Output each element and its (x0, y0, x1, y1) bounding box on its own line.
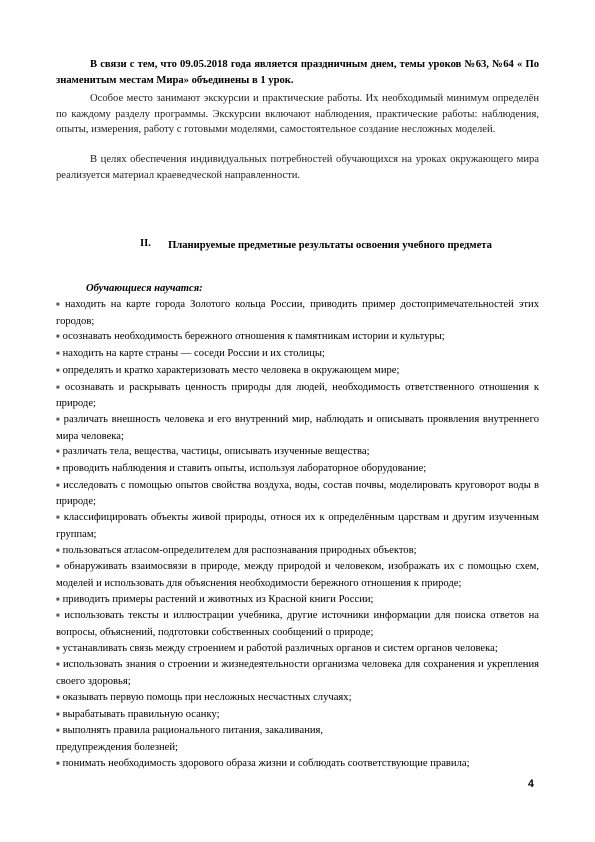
bullet-icon: ■ (56, 351, 60, 358)
section-number: II. (140, 238, 151, 249)
page-number: 4 (528, 778, 534, 790)
list-item (56, 641, 539, 658)
list-item-text: оказывать первую помощь при несложных несчастных случаях; (62, 691, 352, 703)
bullet-icon: ■ (56, 711, 60, 718)
list-item (56, 707, 539, 724)
list-item-text: использовать знания о строении и жизнедеятельности организма человека для сохранения и укрепления своего здоровья; (56, 659, 540, 688)
list-item (56, 412, 539, 444)
list-item (56, 690, 539, 707)
list-item (56, 478, 539, 510)
list-item (56, 510, 539, 542)
bullet-icon: ■ (56, 334, 60, 341)
bullet-icon: ■ (56, 662, 61, 669)
list-item (56, 363, 539, 380)
bullet-icon: ■ (56, 416, 61, 423)
list-item-text: исследовать с помощью опытов свойства воздуха, воды, состав почвы, моделировать круговорот воды в природе; (56, 479, 539, 508)
bullet-icon: ■ (56, 564, 62, 571)
list-item-text: классифицировать объекты живой природы, относя их к определённым царствам и другим изученным группам; (56, 512, 539, 540)
bullet-icon: ■ (56, 613, 62, 620)
subheading: Обучающиеся научатся: (86, 283, 203, 294)
intro-notice-paragraph: В связи с тем, что 09.05.2018 года является праздничным днем, темы уроков №63, №64 « По знаменитым местам Мира» объединены в 1 урок. (56, 59, 539, 86)
list-item (56, 329, 539, 346)
list-item (56, 608, 539, 640)
list-item-text: находить на карте страны — соседи России и их столицы; (62, 348, 325, 360)
list-item-text: различать тела, вещества, частицы, описывать изученные вещества; (62, 446, 370, 458)
list-item-text: устанавливать связь между строением и работой различных органов и систем органов человека; (62, 642, 498, 654)
bullet-icon: ■ (56, 596, 60, 603)
bullet-icon: ■ (56, 367, 60, 374)
list-item-text: использовать тексты и иллюстрации учебника, другие источники информации для поиска ответов на вопросы, объяснений, подготовки собственных сообщений о природе; (56, 610, 539, 639)
bullet-icon: ■ (56, 482, 61, 489)
list-item-text: пользоваться атласом-определителем для распознавания природных объектов; (62, 544, 417, 556)
list-item (56, 657, 539, 689)
bullet-icon: ■ (56, 449, 60, 456)
list-item-text: находить на карте города Золотого кольца России, приводить пример достопримечательностей этих городов; (56, 299, 540, 327)
list-continuation-line: предупреждения болезней; (56, 741, 178, 753)
bullet-icon: ■ (56, 645, 60, 652)
list-item (56, 592, 539, 609)
list-item (56, 444, 539, 461)
bullet-icon: ■ (56, 384, 62, 391)
results-list (56, 297, 539, 772)
list-item (56, 380, 539, 412)
list-item (56, 756, 539, 773)
list-item (56, 346, 539, 363)
list-item (56, 543, 539, 560)
list-item-text: вырабатывать правильную осанку; (62, 708, 220, 720)
list-item-text: осознавать необходимость бережного отношения к памятникам истории и культуры; (62, 331, 445, 343)
list-item-text: обнаруживать взаимосвязи в природе, между природой и человеком, изображать их с помощью схем, моделей и использовать для объяснения необходимости бережного отношения к природе; (56, 561, 539, 589)
bullet-icon: ■ (56, 760, 60, 767)
list-item (56, 297, 539, 329)
list-item-text: осознавать и раскрывать ценность природы для людей, необходимость ответственного отношения к природе; (56, 381, 539, 410)
intro-excursions-paragraph: Особое место занимают экскурсии и практические работы. Их необходимый минимум определён по каждому разделу программы. Экскурсии включают наблюдения, практические работы: наблюдения, опыты, измерения, работу с готовыми моделями, самостоятельное создание несложных моделей. (56, 93, 539, 135)
list-item-text: различать внешность человека и его внутренний мир, наблюдать и описывать проявления внутреннего мира человека; (56, 413, 539, 442)
list-item (56, 723, 539, 740)
bullet-icon: ■ (56, 547, 60, 554)
section-title: Планируемые предметные результаты освоения учебного предмета (168, 240, 492, 251)
list-item-text: определять и кратко характеризовать место человека в окружающем мире; (62, 364, 400, 376)
bullet-icon: ■ (56, 466, 60, 473)
bullet-icon: ■ (56, 515, 61, 522)
list-item-text: понимать необходимость здорового образа жизни и соблюдать соответствующие правила; (62, 757, 470, 769)
list-item-text: приводить примеры растений и животных из Красной книги России; (62, 593, 374, 605)
list-item (56, 461, 539, 478)
list-item-text: выполнять правила рационального питания, закаливания, (62, 725, 324, 737)
bullet-icon: ■ (56, 694, 60, 701)
list-item (56, 559, 539, 591)
list-item-text: проводить наблюдения и ставить опыты, используя лабораторное оборудование; (62, 463, 427, 475)
bullet-icon: ■ (56, 302, 62, 308)
bullet-icon: ■ (56, 728, 60, 735)
intro-local-history-paragraph: В целях обеспечения индивидуальных потребностей обучающихся на уроках окружающего мира реализуется материал краеведческой направленности. (56, 154, 539, 181)
